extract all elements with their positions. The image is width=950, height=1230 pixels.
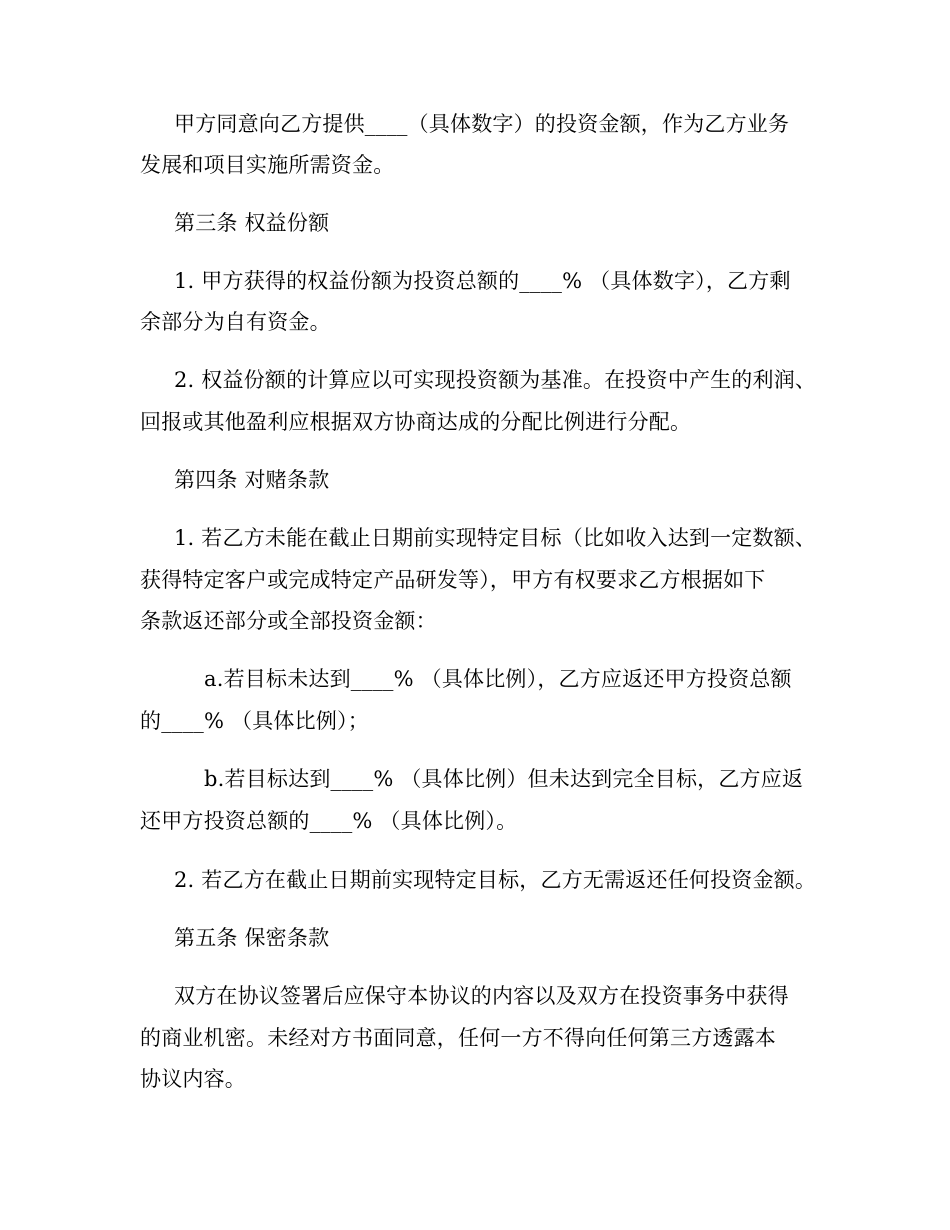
section-heading-5: 第五条 保密条款 — [174, 926, 330, 950]
paragraph-investment-line-2: 发展和项目实施所需资金。 — [140, 153, 395, 177]
clause-4-2-line-1: 2. 若乙方在截止日期前实现特定目标，乙方无需返还任何投资金额。 — [174, 868, 817, 892]
clause-4-1-line-1: 1. 若乙方未能在截止日期前实现特定目标（比如收入达到一定数额、 — [174, 526, 817, 550]
clause-3-2-line-2: 回报或其他盈利应根据双方协商达成的分配比例进行分配。 — [140, 410, 692, 434]
clause-4-a-line-1: a.若目标未达到____% （具体比例），乙方应返还甲方投资总额 — [204, 667, 792, 691]
section-heading-3: 第三条 权益份额 — [174, 211, 330, 235]
section-heading-4: 第四条 对赌条款 — [174, 468, 330, 492]
clause-5-line-1: 双方在协议签署后应保守本协议的内容以及双方在投资事务中获得 — [174, 984, 789, 1008]
paragraph-investment-line-1: 甲方同意向乙方提供____（具体数字）的投资金额，作为乙方业务 — [174, 112, 790, 136]
clause-4-b-line-2: 还甲方投资总额的____% （具体比例）。 — [140, 809, 518, 833]
clause-5-line-3: 协议内容。 — [140, 1067, 246, 1091]
clause-4-1-line-2: 获得特定客户或完成特定产品研发等），甲方有权要求乙方根据如下 — [140, 568, 766, 592]
clause-3-1-line-2: 余部分为自有资金。 — [140, 310, 331, 334]
clause-3-2-line-1: 2. 权益份额的计算应以可实现投资额为基准。在投资中产生的利润、 — [174, 368, 817, 392]
clause-4-1-line-3: 条款返还部分或全部投资金额： — [140, 609, 437, 633]
clause-3-1-line-1: 1. 甲方获得的权益份额为投资总额的____% （具体数字），乙方剩 — [174, 269, 791, 293]
clause-5-line-2: 的商业机密。未经对方书面同意，任何一方不得向任何第三方透露本 — [140, 1026, 776, 1050]
clause-4-a-line-2: 的____% （具体比例）； — [140, 709, 369, 733]
clause-4-b-line-1: b.若目标达到____% （具体比例）但未达到完全目标，乙方应返 — [204, 767, 804, 791]
